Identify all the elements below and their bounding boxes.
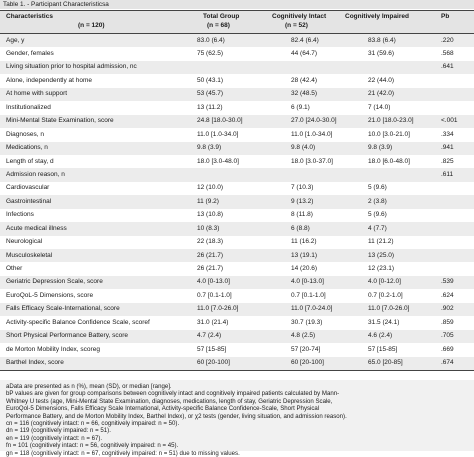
cell-cognitively-intact: 18.0 [3.0-37.0] xyxy=(291,157,333,165)
row-label: Infections xyxy=(6,211,34,219)
cell-cognitively-impaired: 2 (3.8) xyxy=(368,197,387,205)
table-row xyxy=(0,249,474,262)
cell-cognitively-intact: 7 (10.3) xyxy=(291,184,314,192)
characteristics-table xyxy=(0,10,474,371)
cell-cognitively-impaired: 4.0 [0-12.0] xyxy=(368,278,401,286)
cell-cognitively-impaired: 65.0 [20-85] xyxy=(368,359,403,367)
footnote-line: EuroQol-5 Dimensions, Falls Efficacy Scale International, Activity-specific Balance Confidence-Scale, Short Physical xyxy=(6,405,320,413)
header-total-group: Total Group xyxy=(203,13,240,20)
row-label: Other xyxy=(6,265,23,273)
footnote-line: gn = 118 (cognitively intact: n = 67, cognitively impaired: n = 51) due to missing values. xyxy=(6,449,240,457)
cell-cognitively-impaired: 11 (21.2) xyxy=(368,238,394,246)
cell-cognitively-impaired: 4 (7.7) xyxy=(368,224,387,232)
cell-total-group: 22 (18.3) xyxy=(197,238,224,246)
cell-cognitively-intact: 11.0 [7.0-24.0] xyxy=(291,305,333,313)
row-label: EuroQoL-5 Dimensions, score xyxy=(6,291,94,299)
cell-total-group: 13 (11.2) xyxy=(197,103,223,111)
cell-p-value: .705 xyxy=(441,332,454,340)
row-label: Length of stay, d xyxy=(6,157,54,165)
cell-total-group: 13 (10.8) xyxy=(197,211,224,219)
cell-total-group: 11.0 [7.0-26.0] xyxy=(197,305,239,313)
cell-total-group: 11.0 [1.0-34.0] xyxy=(197,130,239,138)
cell-cognitively-impaired: 83.8 (6.4) xyxy=(368,36,396,44)
cell-cognitively-intact: 8 (11.8) xyxy=(291,211,313,219)
cell-p-value: .334 xyxy=(441,130,454,138)
footnote-line: en = 119 (cognitively intact: n = 67). xyxy=(6,434,103,442)
cell-p-value: .902 xyxy=(441,305,454,313)
cell-cognitively-intact: 28 (42.4) xyxy=(291,76,318,84)
cell-p-value: .641 xyxy=(441,63,454,71)
row-label: Musculoskeletal xyxy=(6,251,53,259)
cell-cognitively-impaired: 5 (9.6) xyxy=(368,184,387,192)
table-row xyxy=(0,168,474,181)
cell-cognitively-intact: 11.0 [1.0-34.0] xyxy=(291,130,333,138)
cell-total-group: 10 (8.3) xyxy=(197,224,220,232)
cell-cognitively-intact: 82.4 (6.4) xyxy=(291,36,319,44)
row-label: Living situation prior to hospital admission, nc xyxy=(6,63,137,71)
cell-cognitively-impaired: 22 (44.0) xyxy=(368,76,395,84)
table-row xyxy=(0,182,474,195)
cell-total-group: 53 (45.7) xyxy=(197,90,224,98)
row-label: Admission reason, n xyxy=(6,170,65,178)
table-row xyxy=(0,262,474,275)
row-label: Falls Efficacy Scale-International, score xyxy=(6,305,120,313)
table-footnotes xyxy=(0,380,474,457)
cell-total-group: 31.0 (21.4) xyxy=(197,318,229,326)
table-bottom-rule xyxy=(0,370,474,371)
cell-total-group: 12 (10.0) xyxy=(197,184,224,192)
table-row xyxy=(0,303,474,316)
cell-cognitively-impaired: 5 (9.6) xyxy=(368,211,387,219)
table-row xyxy=(0,209,474,222)
table-row xyxy=(0,115,474,128)
cell-total-group: 57 [15-85] xyxy=(197,345,227,353)
cell-total-group: 0.7 [0.1-1.0] xyxy=(197,291,232,299)
table-body xyxy=(0,34,474,370)
table-row xyxy=(0,74,474,87)
cell-p-value: .669 xyxy=(441,345,454,353)
table-row xyxy=(0,88,474,101)
table-caption: Table 1. - Participant Characteristicsa xyxy=(0,0,474,9)
cell-cognitively-impaired: 31 (59.6) xyxy=(368,50,395,58)
table-row xyxy=(0,142,474,155)
cell-cognitively-intact: 30.7 (19.3) xyxy=(291,318,323,326)
footnote-line: fn = 101 (cognitively intact: n = 56, cognitively impaired: n = 45). xyxy=(6,442,179,450)
header-cognitively-intact: Cognitively Intact xyxy=(272,13,327,20)
row-label: Activity-specific Balance Confidence Scale, scoref xyxy=(6,318,150,326)
cell-cognitively-impaired: 21.0 [18.0-23.0] xyxy=(368,117,414,125)
header-cognitively-impaired: Cognitively Impaired xyxy=(345,13,409,20)
cell-cognitively-impaired: 10.0 [3.0-21.0] xyxy=(368,130,410,138)
table-row xyxy=(0,330,474,343)
row-label: Geriatric Depression Scale, score xyxy=(6,278,103,286)
header-characteristics: Characteristics xyxy=(6,13,53,20)
cell-cognitively-intact: 6 (9.1) xyxy=(291,103,310,111)
cell-cognitively-intact: 44 (64.7) xyxy=(291,50,318,58)
table-row xyxy=(0,101,474,114)
row-label: Age, y xyxy=(6,36,25,44)
cell-p-value: .859 xyxy=(441,318,454,326)
row-label: de Morton Mobility Index, scoreg xyxy=(6,345,100,353)
cell-total-group: 4.7 (2.4) xyxy=(197,332,222,340)
cell-cognitively-impaired: 0.7 [0.2-1.0] xyxy=(368,291,403,299)
cell-p-value: .941 xyxy=(441,144,454,152)
table-row xyxy=(0,276,474,289)
cell-total-group: 50 (43.1) xyxy=(197,76,224,84)
table-row xyxy=(0,128,474,141)
cell-p-value: <.001 xyxy=(441,117,458,125)
cell-cognitively-intact: 6 (8.8) xyxy=(291,224,310,232)
row-label: At home with support xyxy=(6,90,68,98)
table-row xyxy=(0,289,474,302)
cell-cognitively-intact: 9 (13.2) xyxy=(291,197,314,205)
header-intact-n: (n = 52) xyxy=(285,22,308,29)
cell-cognitively-intact: 9.8 (4.0) xyxy=(291,144,316,152)
cell-p-value: .825 xyxy=(441,157,454,165)
cell-total-group: 4.0 [0-13.0] xyxy=(197,278,230,286)
footnote-line: Performance Battery, and de Morton Mobility Index, Barthel Index), or χ2 tests (gender, living situation, and admission reason). xyxy=(6,412,347,420)
row-label: Cardiovascular xyxy=(6,184,50,192)
row-label: Medications, n xyxy=(6,144,48,152)
cell-p-value: .611 xyxy=(441,170,454,178)
cell-cognitively-impaired: 13 (25.0) xyxy=(368,251,395,259)
table-row xyxy=(0,357,474,370)
table-row xyxy=(0,236,474,249)
row-label: Diagnoses, n xyxy=(6,130,44,138)
cell-total-group: 24.8 [18.0-30.0] xyxy=(197,117,243,125)
cell-cognitively-impaired: 57 [15-85] xyxy=(368,345,398,353)
footnote-line: cn = 116 (cognitively intact: n = 66, cognitively impaired: n = 50). xyxy=(6,420,180,428)
footnote-line: dn = 119 (cognitively impaired: n = 51). xyxy=(6,427,111,435)
header-total-n: (n = 120) xyxy=(78,22,105,29)
cell-total-group: 26 (21.7) xyxy=(197,251,224,259)
cell-cognitively-intact: 0.7 [0.1-1.0] xyxy=(291,291,326,299)
cell-cognitively-intact: 27.0 [24.0-30.0] xyxy=(291,117,337,125)
header-p-value: Pb xyxy=(441,13,450,20)
cell-cognitively-impaired: 4.6 (2.4) xyxy=(368,332,393,340)
cell-cognitively-intact: 14 (20.6) xyxy=(291,265,318,273)
cell-p-value: .624 xyxy=(441,291,454,299)
footnote-line: Whitney U tests (age, Mini-Mental State Examination, diagnoses, medications, length of stay, Geriatric Depression Scale, xyxy=(6,397,333,405)
table-row xyxy=(0,316,474,329)
cell-cognitively-impaired: 7 (14.0) xyxy=(368,103,391,111)
cell-cognitively-intact: 4.8 (2.5) xyxy=(291,332,316,340)
cell-cognitively-impaired: 31.5 (24.1) xyxy=(368,318,400,326)
cell-cognitively-impaired: 12 (23.1) xyxy=(368,265,395,273)
cell-total-group: 26 (21.7) xyxy=(197,265,224,273)
cell-cognitively-impaired: 9.8 (3.9) xyxy=(368,144,393,152)
row-label: Institutionalized xyxy=(6,103,51,111)
cell-cognitively-intact: 11 (16.2) xyxy=(291,238,317,246)
footnote-line: bP values are given for group comparisons between cognitively intact and cognitively impaired patients calculated by Mann- xyxy=(6,390,340,398)
table-row xyxy=(0,155,474,168)
table-row xyxy=(0,61,474,74)
table-row xyxy=(0,47,474,60)
cell-p-value: .539 xyxy=(441,278,454,286)
row-label: Acute medical illness xyxy=(6,224,67,232)
table-row xyxy=(0,34,474,47)
footnote-line: aData are presented as n (%), mean (SD), or median [range]. xyxy=(6,383,172,390)
cell-total-group: 75 (62.5) xyxy=(197,50,224,58)
cell-total-group: 83.0 (6.4) xyxy=(197,36,225,44)
row-label: Barthel Index, score xyxy=(6,359,64,367)
cell-cognitively-intact: 4.0 [0-13.0] xyxy=(291,278,324,286)
cell-cognitively-impaired: 11.0 [7.0-26.0] xyxy=(368,305,410,313)
cell-p-value: .674 xyxy=(441,359,454,367)
row-label: Neurological xyxy=(6,238,43,246)
cell-total-group: 11 (9.2) xyxy=(197,197,219,205)
cell-cognitively-intact: 32 (48.5) xyxy=(291,90,318,98)
row-label: Alone, independently at home xyxy=(6,76,93,84)
cell-cognitively-intact: 13 (19.1) xyxy=(291,251,318,259)
header-total-group-n: (n = 68) xyxy=(207,22,230,29)
table-row xyxy=(0,195,474,208)
cell-cognitively-impaired: 18.0 [6.0-48.0] xyxy=(368,157,410,165)
cell-total-group: 18.0 [3.0-48.0] xyxy=(197,157,239,165)
cell-total-group: 60 [20-100] xyxy=(197,359,230,367)
row-label: Gastrointestinal xyxy=(6,197,52,205)
table-row xyxy=(0,343,474,356)
cell-p-value: .568 xyxy=(441,50,454,58)
table-header xyxy=(0,10,474,34)
cell-cognitively-intact: 60 [20-100] xyxy=(291,359,324,367)
row-label: Gender, females xyxy=(6,50,54,58)
row-label: Short Physical Performance Battery, score xyxy=(6,332,128,340)
cell-p-value: .220 xyxy=(441,36,454,44)
cell-cognitively-intact: 57 [20-74] xyxy=(291,345,321,353)
cell-cognitively-impaired: 21 (42.0) xyxy=(368,90,395,98)
table-row xyxy=(0,222,474,235)
cell-total-group: 9.8 (3.9) xyxy=(197,144,222,152)
row-label: Mini-Mental State Examination, score xyxy=(6,117,114,125)
